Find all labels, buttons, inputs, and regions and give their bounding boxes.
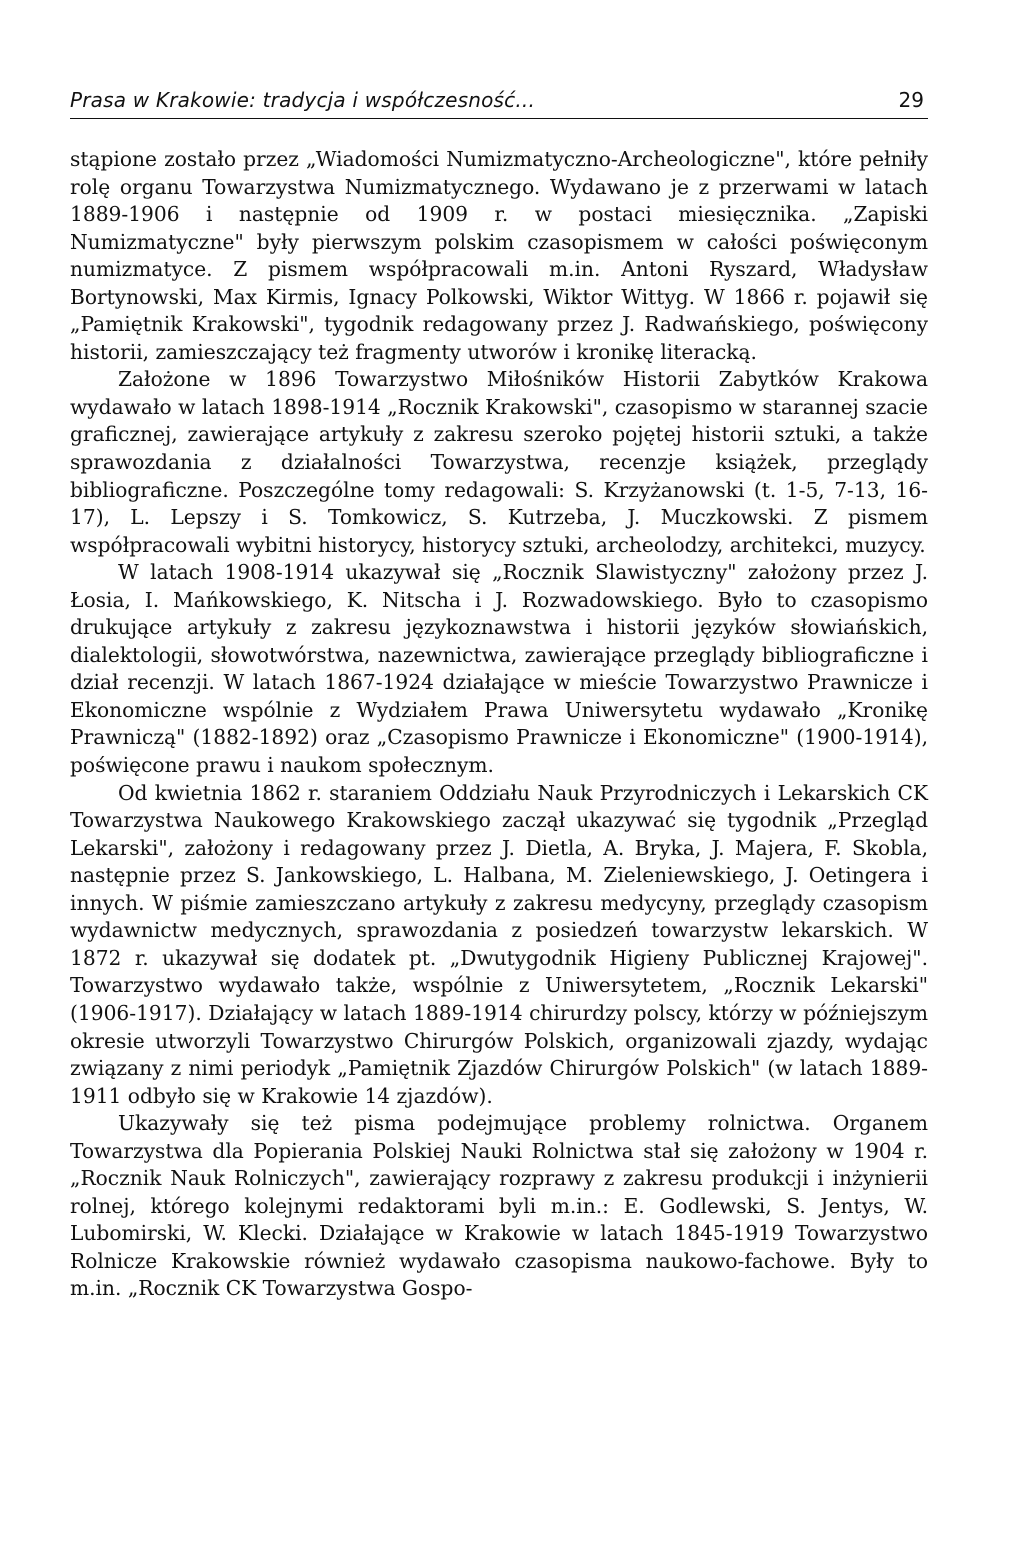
paragraph: Założone w 1896 Towarzystwo Miłośników Historii Zabytków Krakowa wydawało w latach 1898-1914 „Rocznik Krakowski", czasopismo w starannej szacie graficznej, zawierające artykuły z zakresu szeroko pojętej historii sztuki, a także sprawozdania z działalności Towarzystwa, recenzje książek, przeglądy bibliograficzne. Poszczególne tomy redagowali: S. Krzyżanowski (t. 1-5, 7-13, 16-17), L. Lepszy i S. Tomkowicz, S. Kutrzeba, J. Muczkowski. Z pismem współpracowali wybitni historycy, historycy sztuki, archeolodzy, architekci, muzycy.	[70, 367, 928, 557]
book-page	[70, 0, 928, 1545]
paragraph: Od kwietnia 1862 r. staraniem Oddziału Nauk Przyrodniczych i Lekarskich CK Towarzystwa Naukowego Krakowskiego zaczął ukazywać się tygodnik „Przegląd Lekarski", założony i redagowany przez J. Dietla, A. Bryka, J. Majera, F. Skobla, następnie przez S. Jankowskiego, L. Halbana, M. Zieleniewskiego, J. Oetingera i innych. W piśmie zamieszczano artykuły z zakresu medycyny, przeglądy czasopism wydawnictw medycznych, sprawozdania z posiedzeń towarzystw lekarskich. W 1872 r. ukazywał się dodatek pt. „Dwutygodnik Higieny Publicznej Krajowej". Towarzystwo wydawało także, wspólnie z Uniwersytetem, „Rocznik Lekarski" (1906-1917). Działający w latach 1889-1914 chirurdzy polscy, którzy w późniejszym okresie utworzyli Towarzystwo Chirurgów Polskich, organizowali zjazdy, wydając związany z nimi periodyk „Pamiętnik Zjazdów Chirurgów Polskich" (w latach 1889-1911 odbyło się w Krakowie 14 zjazdów).	[70, 780, 928, 1108]
body-text	[70, 146, 928, 1303]
paragraph: W latach 1908-1914 ukazywał się „Rocznik Slawistyczny" założony przez J. Łosia, I. Mańkowskiego, K. Nitscha i J. Rozwadowskiego. Było to czasopismo drukujące artykuły z zakresu językoznawstwa i historii języków słowiańskich, dialektologii, słowotwórstwa, nazewnictwa, zawierające przeglądy bibliograficzne i dział recenzji. W latach 1867-1924 działające w mieście Towarzystwo Prawnicze i Ekonomiczne wspólnie z Wydziałem Prawa Uniwersytetu wydawało „Kronikę Prawniczą" (1882-1892) oraz „Czasopismo Prawnicze i Ekonomiczne" (1900-1914), poświęcone prawu i naukom społecznym.	[70, 560, 928, 778]
paragraph: stąpione zostało przez „Wiadomości Numizmatyczno-Archeologiczne", które pełniły rolę organu Towarzystwa Numizmatycznego. Wydawano je z przerwami w latach 1889-1906 i następnie od 1909 r. w postaci miesięcznika. „Zapiski Numizmatyczne" były pierwszym polskim czasopismem w całości poświęconym numizmatyce. Z pismem współpracowali m.in. Antoni Ryszard, Władysław Bortynowski, Max Kirmis, Ignacy Polkowski, Wiktor Wittyg. W 1866 r. pojawił się „Pamiętnik Krakowski", tygodnik redagowany przez J. Radwańskiego, poświęcony historii, zamieszczający też fragmenty utworów i kronikę literacką.	[70, 147, 928, 364]
running-title: Prasa w Krakowie: tradycja i współczesność...	[70, 88, 536, 112]
page-number: 29	[898, 88, 924, 112]
paragraph: Ukazywały się też pisma podejmujące problemy rolnictwa. Organem Towarzystwa dla Popierania Polskiej Nauki Rolnictwa stał się założony w 1904 r. „Rocznik Nauk Rolniczych", zawierający rozprawy z zakresu produkcji i inżynierii rolnej, którego kolejnymi redaktorami byli m.in.: E. Godlewski, S. Jentys, W. Lubomirski, W. Klecki. Działające w Krakowie w latach 1845-1919 Towarzystwo Rolnicze Krakowskie również wydawało czasopisma naukowo-fachowe. Były to m.in. „Rocznik CK Towarzystwa Gospo-	[70, 1111, 928, 1301]
running-head	[70, 88, 928, 119]
